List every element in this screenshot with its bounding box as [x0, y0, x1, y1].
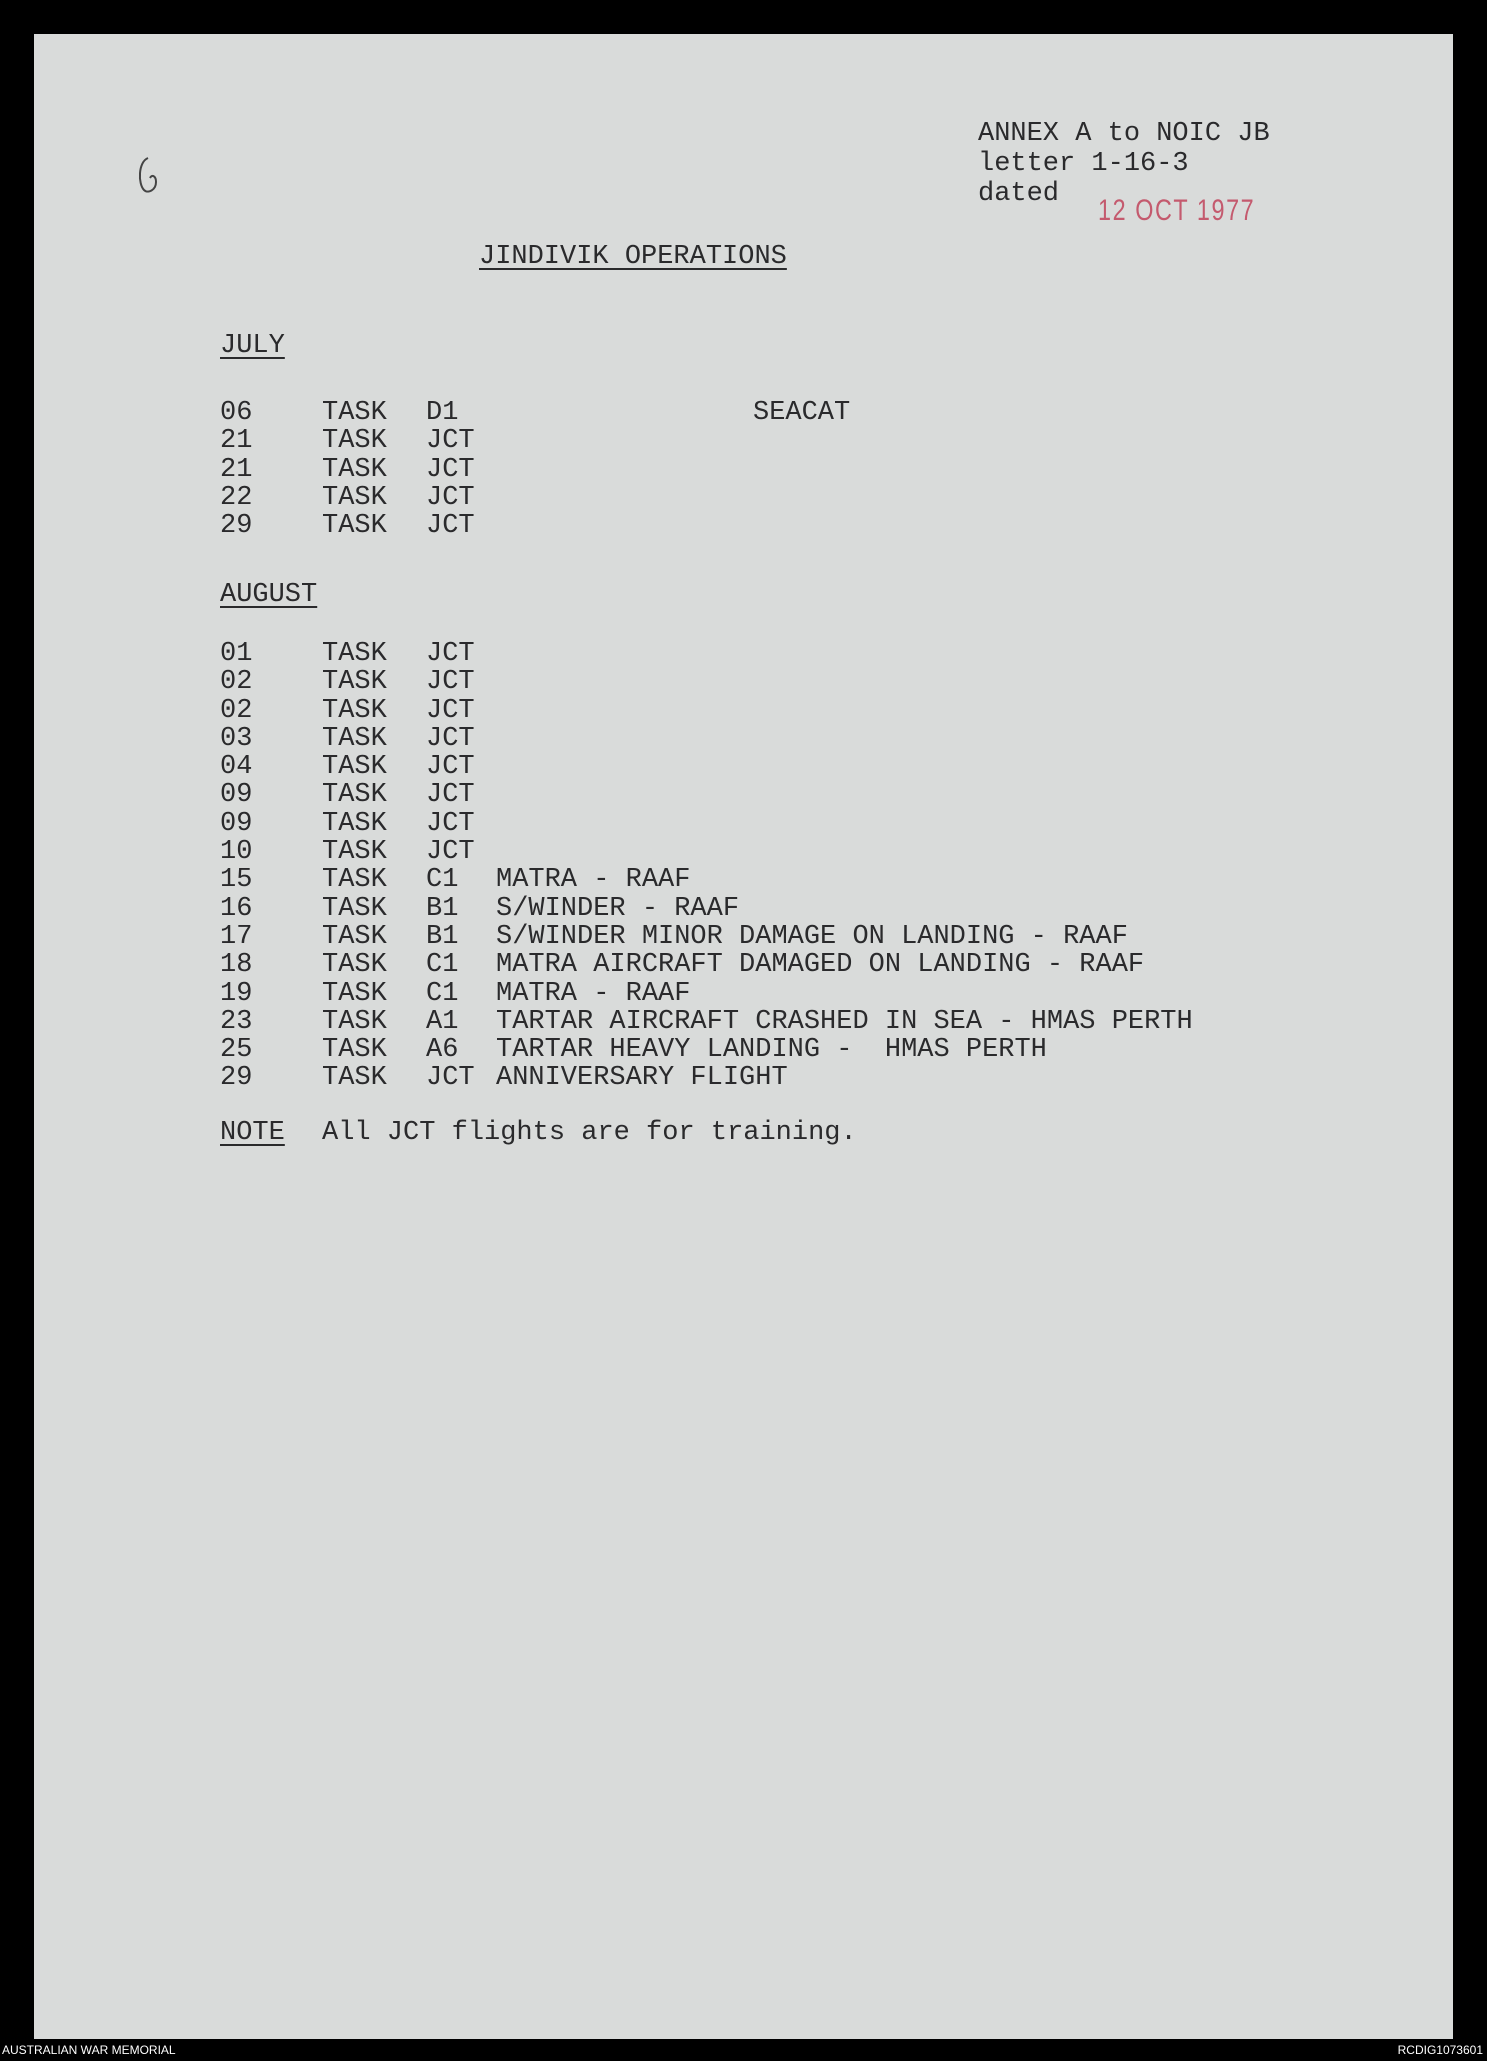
row-day: 01	[220, 639, 253, 669]
date-stamp: 12 OCT 1977	[1098, 194, 1256, 227]
row-code: JCT	[426, 752, 475, 783]
row-day: 06	[220, 398, 253, 428]
row-description: TARTAR HEAVY LANDING - HMAS PERTH	[496, 1035, 1047, 1066]
row-code: JCT	[426, 808, 475, 839]
row-code: JCT	[426, 426, 475, 457]
operation-row	[220, 781, 1193, 809]
training-note	[220, 1118, 857, 1148]
row-task: TASK	[322, 865, 387, 896]
row-description: SEACAT	[753, 398, 851, 428]
row-description: TARTAR AIRCRAFT CRASHED IN SEA - HMAS PERTH	[496, 1006, 1193, 1037]
note-text: All JCT flights are for training.	[322, 1118, 857, 1148]
operation-row	[220, 838, 1193, 866]
row-code: C1	[426, 978, 459, 1009]
row-day: 19	[220, 978, 253, 1009]
row-task: TASK	[322, 893, 387, 924]
july-operations-list	[220, 398, 851, 542]
row-task: TASK	[322, 482, 387, 513]
operation-row	[220, 456, 496, 484]
operation-row	[220, 640, 1193, 668]
row-task: TASK	[322, 511, 387, 542]
row-task: TASK	[322, 921, 387, 952]
row-task: TASK	[322, 1063, 387, 1094]
row-code: JCT	[426, 482, 475, 513]
row-task: TASK	[322, 695, 387, 726]
row-code: JCT	[426, 454, 475, 485]
document-title: JINDIVIK OPERATIONS	[479, 242, 787, 272]
row-task: TASK	[322, 639, 387, 669]
row-code: JCT	[426, 837, 475, 868]
row-day: 03	[220, 723, 253, 754]
operation-row	[220, 753, 1193, 781]
operation-row	[220, 951, 1193, 979]
row-day: 02	[220, 695, 253, 726]
row-description: S/WINDER - RAAF	[496, 893, 740, 924]
operation-row	[220, 484, 496, 512]
operation-row	[220, 923, 1193, 951]
row-task: TASK	[322, 752, 387, 783]
annex-line-2: letter 1-16-3	[978, 149, 1189, 179]
row-description: ANNIVERSARY FLIGHT	[496, 1063, 788, 1094]
row-task: TASK	[322, 978, 387, 1009]
row-code: C1	[426, 865, 459, 896]
operation-row	[220, 427, 496, 455]
row-day: 29	[220, 511, 253, 542]
month-heading-august: AUGUST	[220, 580, 318, 610]
row-task: TASK	[322, 667, 387, 698]
row-code: A1	[426, 1006, 459, 1037]
row-code: JCT	[426, 695, 475, 726]
operation-row	[220, 980, 1193, 1008]
row-day: 04	[220, 752, 253, 783]
operation-row	[220, 1036, 1193, 1064]
note-label: NOTE	[220, 1118, 285, 1148]
row-task: TASK	[322, 1006, 387, 1037]
row-code: JCT	[426, 723, 475, 754]
row-code: JCT	[426, 667, 475, 698]
document-page	[34, 34, 1453, 2039]
row-task: TASK	[322, 950, 387, 981]
row-code: JCT	[426, 511, 475, 542]
row-code: B1	[426, 921, 459, 952]
archive-reference-id: RCDIG1073601	[1397, 2043, 1483, 2057]
month-heading-july: JULY	[220, 331, 285, 361]
row-day: 29	[220, 1063, 253, 1094]
operation-row	[220, 866, 1193, 894]
annex-line-3: dated	[978, 179, 1060, 209]
operation-row	[220, 725, 1193, 753]
operation-row	[220, 895, 1193, 923]
row-day: 23	[220, 1006, 253, 1037]
row-day: 21	[220, 426, 253, 457]
operation-row	[220, 668, 1193, 696]
operation-row	[220, 1064, 1193, 1092]
row-day: 17	[220, 921, 253, 952]
row-task: TASK	[322, 454, 387, 485]
punch-hole-mark	[134, 154, 162, 194]
row-code: A6	[426, 1035, 459, 1066]
operation-row	[220, 398, 851, 428]
row-task: TASK	[322, 780, 387, 811]
row-code: JCT	[426, 639, 475, 669]
row-day: 25	[220, 1035, 253, 1066]
row-day: 10	[220, 837, 253, 868]
row-task: TASK	[322, 808, 387, 839]
row-task: TASK	[322, 426, 387, 457]
row-code: B1	[426, 893, 459, 924]
august-operations-list	[220, 640, 1193, 1093]
row-code: JCT	[426, 1063, 475, 1094]
row-day: 09	[220, 808, 253, 839]
row-code: D1	[426, 398, 459, 428]
row-description: S/WINDER MINOR DAMAGE ON LANDING - RAAF	[496, 921, 1128, 952]
row-code: C1	[426, 950, 459, 981]
row-day: 18	[220, 950, 253, 981]
archive-credit: AUSTRALIAN WAR MEMORIAL	[2, 2043, 176, 2057]
row-task: TASK	[322, 1035, 387, 1066]
annex-line-1: ANNEX A to NOIC JB	[978, 119, 1270, 149]
row-day: 21	[220, 454, 253, 485]
row-description: MATRA - RAAF	[496, 865, 691, 896]
row-task: TASK	[322, 837, 387, 868]
row-task: TASK	[322, 723, 387, 754]
row-day: 15	[220, 865, 253, 896]
row-day: 22	[220, 482, 253, 513]
operation-row	[220, 810, 1193, 838]
row-code: JCT	[426, 780, 475, 811]
operation-row	[220, 697, 1193, 725]
row-day: 09	[220, 780, 253, 811]
row-day: 02	[220, 667, 253, 698]
row-description: MATRA AIRCRAFT DAMAGED ON LANDING - RAAF	[496, 950, 1145, 981]
row-day: 16	[220, 893, 253, 924]
operation-row	[220, 1008, 1193, 1036]
operation-row	[220, 512, 496, 540]
row-description: MATRA - RAAF	[496, 978, 691, 1009]
row-task: TASK	[322, 398, 387, 428]
